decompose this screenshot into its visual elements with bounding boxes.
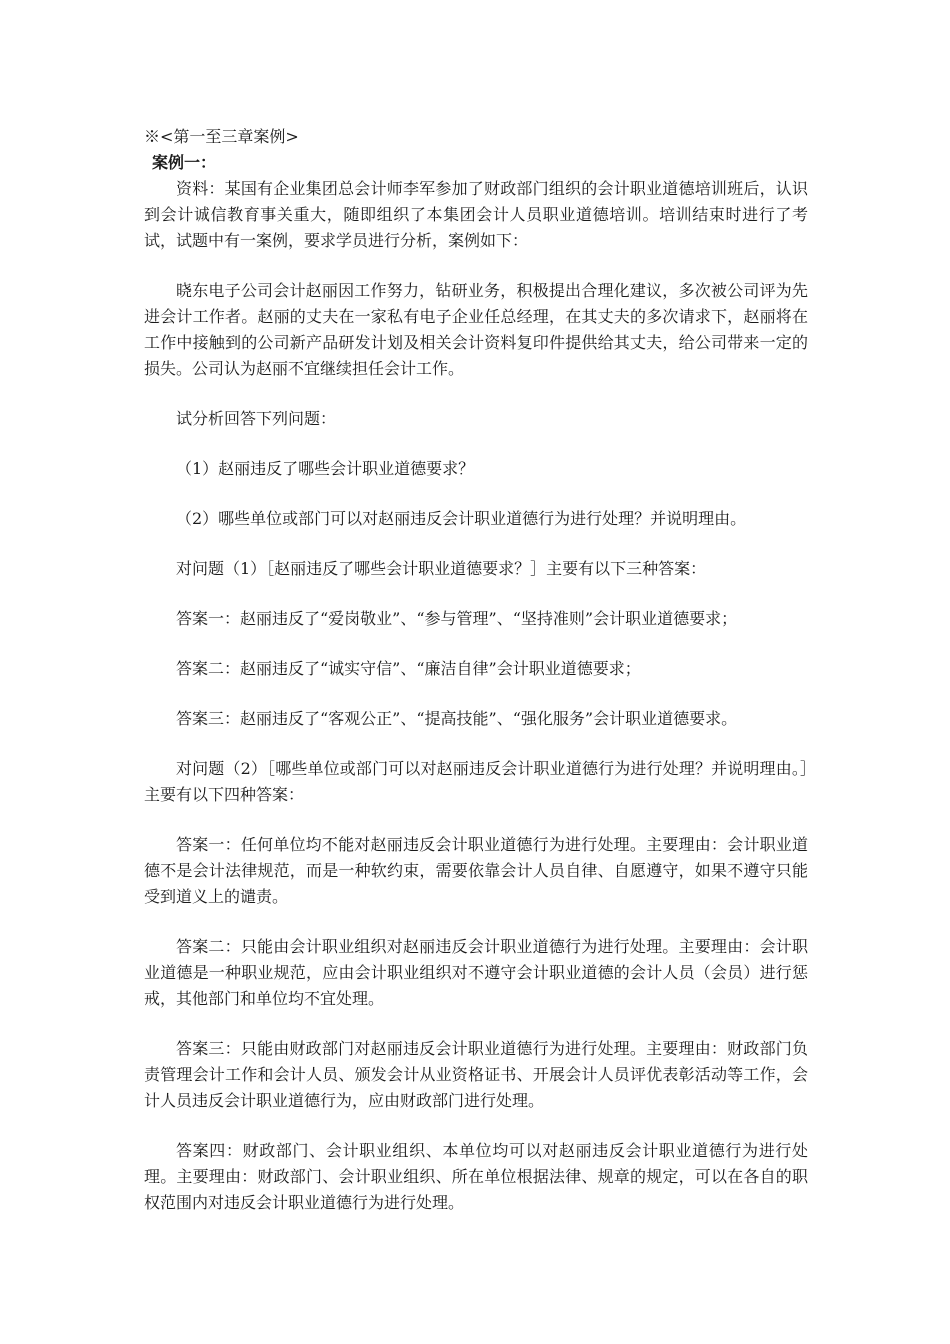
question-2-answer-4: 答案四：财政部门、会计职业组织、本单位均可以对赵丽违反会计职业道德行为进行处理。主要理由：财政部门、会计职业组织、所在单位根据法律、规章的规定，可以在各自的职权范围内对违反会计职业道德行为进行处理。 — [144, 1141, 808, 1212]
question-1-answer-3: 答案三：赵丽违反了“客观公正”、“提高技能”、“强化服务”会计职业道德要求。 — [176, 709, 738, 728]
question-2-answer-2: 答案二：只能由会计职业组织对赵丽违反会计职业道德行为进行处理。主要理由：会计职业道德是一种职业规范，应由会计职业组织对不遵守会计职业道德的会计人员（会员）进行惩戒，其他部门和单位均不宜处理。 — [144, 937, 808, 1008]
question-2-answer-1: 答案一：任何单位均不能对赵丽违反会计职业道德行为进行处理。主要理由：会计职业道德不是会计法律规范，而是一种软约束，需要依靠会计人员自律、自愿遵守，如果不遵守只能受到道义上的谴责。 — [144, 835, 808, 906]
case-heading: 案例一： — [152, 153, 217, 172]
question-2-answer-3: 答案三：只能由财政部门对赵丽违反会计职业道德行为进行处理。主要理由：财政部门负责管理会计工作和会计人员、颁发会计从业资格证书、开展会计人员评优表彰活动等工作，会计人员违反会计职业道德行为，应由财政部门进行处理。 — [144, 1039, 808, 1110]
question-2-intro: 对问题（2）［哪些单位或部门可以对赵丽违反会计职业道德行为进行处理？并说明理由。］主要有以下四种答案： — [144, 759, 808, 804]
question-1-answer-2: 答案二：赵丽违反了“诚实守信”、“廉洁自律”会计职业道德要求； — [176, 659, 641, 678]
section-title: ※<第一至三章案例> — [144, 127, 299, 146]
case-paragraph: 晓东电子公司会计赵丽因工作努力，钻研业务，积极提出合理化建议，多次被公司评为先进会计工作者。赵丽的丈夫在一家私有电子企业任总经理，在其丈夫的多次请求下，赵丽将在工作中接触到的公司新产品研发计划及相关会计资料复印件提供给其丈夫，给公司带来一定的损失。公司认为赵丽不宜继续担任会计工作。 — [144, 281, 808, 378]
material-paragraph: 资料：某国有企业集团总会计师李军参加了财政部门组织的会计职业道德培训班后，认识到会计诚信教育事关重大，随即组织了本集团会计人员职业道德培训。培训结束时进行了考试，试题中有一案例，要求学员进行分析，案例如下： — [144, 179, 808, 250]
prompt-paragraph: 试分析回答下列问题： — [176, 409, 337, 428]
question-1-answer-1: 答案一：赵丽违反了“爱岗敬业”、“参与管理”、“坚持准则”会计职业道德要求； — [176, 609, 738, 628]
document-page — [144, 124, 808, 1216]
question-2: （2）哪些单位或部门可以对赵丽违反会计职业道德行为进行处理？并说明理由。 — [176, 509, 747, 528]
question-1: （1）赵丽违反了哪些会计职业道德要求？ — [176, 459, 475, 478]
question-1-intro: 对问题（1）［赵丽违反了哪些会计职业道德要求？］主要有以下三种答案： — [176, 559, 707, 578]
